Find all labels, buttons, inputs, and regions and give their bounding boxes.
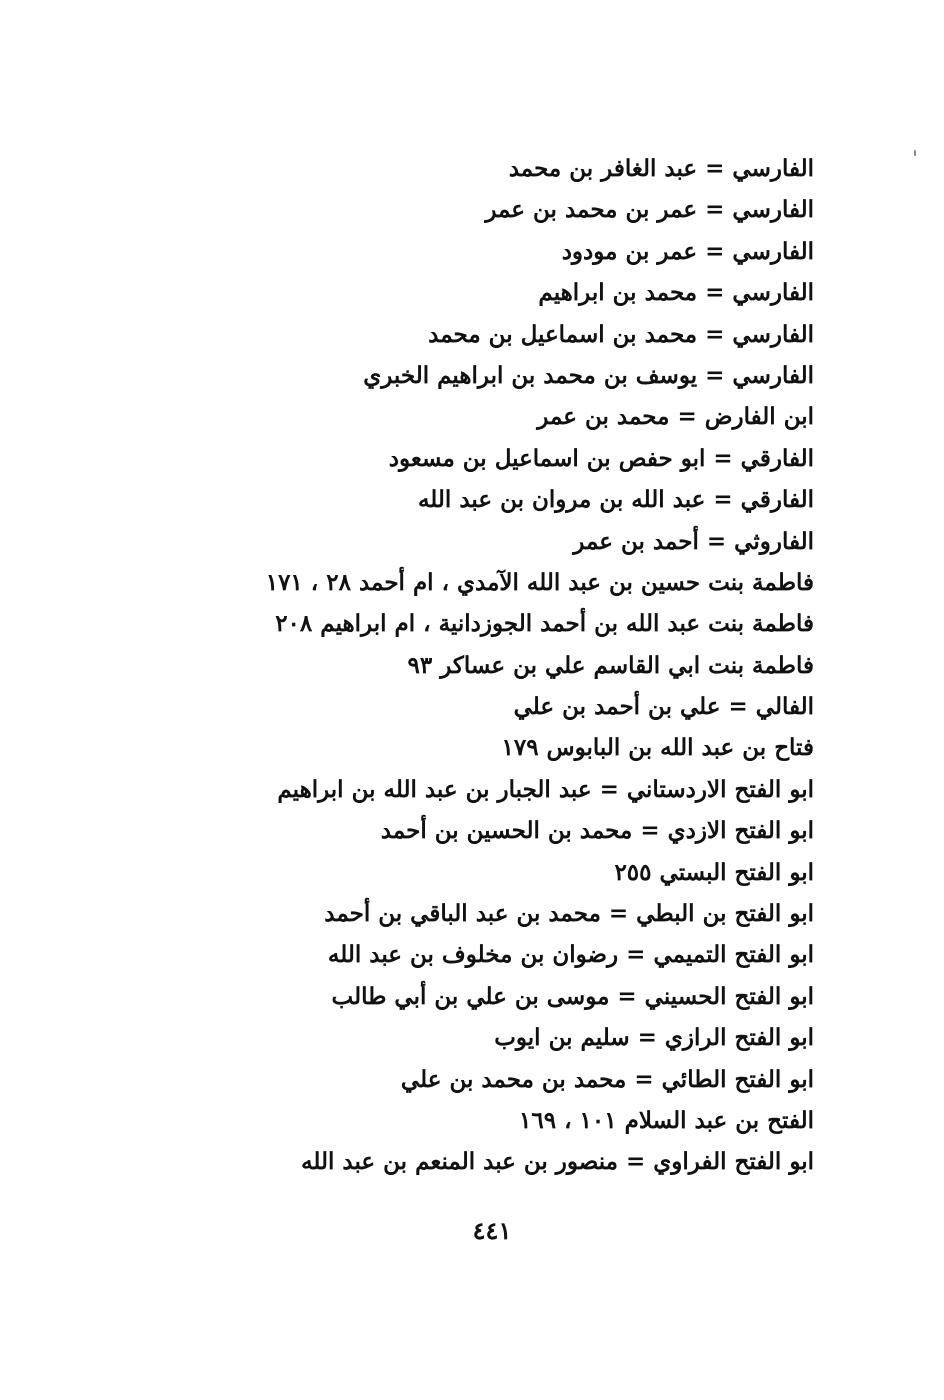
index-entry: ابو الفتح البستي ٢٥٥ <box>614 858 814 886</box>
index-entry: الفارسي = محمد بن ابراهيم <box>538 279 814 307</box>
index-entry: الفارسي = محمد بن اسماعيل بن محمد <box>428 320 814 348</box>
index-entry: الفارقي = عبد الله بن مروان بن عبد الله <box>417 486 814 514</box>
index-entry: فتاح بن عبد الله بن البابوس ١٧٩ <box>501 734 814 762</box>
index-list <box>214 148 814 1183</box>
index-entry: ابو الفتح الازدي = محمد بن الحسين بن أحمد <box>380 817 814 845</box>
index-entry: ابن الفارض = محمد بن عمر <box>537 403 814 431</box>
index-entry: الفالي = علي بن أحمد بن علي <box>513 693 814 721</box>
index-entry: فاطمة بنت عبد الله بن أحمد الجوزدانية ، ام ابراهيم ٢٠٨ <box>275 610 814 638</box>
index-entry: الفارقي = ابو حفص بن اسماعيل بن مسعود <box>388 444 814 472</box>
scan-speck <box>914 150 916 156</box>
index-entry: الفارسي = عمر بن محمد بن عمر <box>485 196 814 224</box>
index-entry: الفارسي = عبد الغافر بن محمد <box>508 155 814 182</box>
index-entry: الفارسي = يوسف بن محمد بن ابراهيم الخبري <box>363 361 814 389</box>
index-entry: الفارسي = عمر بن مودود <box>561 237 814 265</box>
index-entry: ابو الفتح الحسيني = موسى بن علي بن أبي طالب <box>331 982 814 1010</box>
index-entry: الفاروثي = أحمد بن عمر <box>573 527 814 555</box>
index-entry: ابو الفتح التميمي = رضوان بن مخلوف بن عبد الله <box>327 941 814 969</box>
index-entry: ابو الفتح الطائي = محمد بن محمد بن علي <box>400 1065 814 1093</box>
index-entry: ابو الفتح الاردستاني = عبد الجبار بن عبد الله بن ابراهيم <box>277 775 814 803</box>
index-entry: ابو الفتح بن البطي = محمد بن عبد الباقي بن أحمد <box>324 900 814 928</box>
index-entry: ابو الفتح الفراوي = منصور بن عبد المنعم بن عبد الله <box>301 1148 814 1176</box>
index-entry: ابو الفتح الرازي = سليم بن ايوب <box>494 1024 814 1052</box>
index-entry: فاطمة بنت ابي القاسم علي بن عساكر ٩٣ <box>407 651 814 679</box>
index-entry: الفتح بن عبد السلام ١٠١ ، ١٦٩ <box>519 1106 814 1134</box>
index-entry: فاطمة بنت حسين بن عبد الله الآمدي ، ام أحمد ٢٨ ، ١٧١ <box>265 568 814 596</box>
page-number: ٤٤١ <box>472 1216 512 1245</box>
